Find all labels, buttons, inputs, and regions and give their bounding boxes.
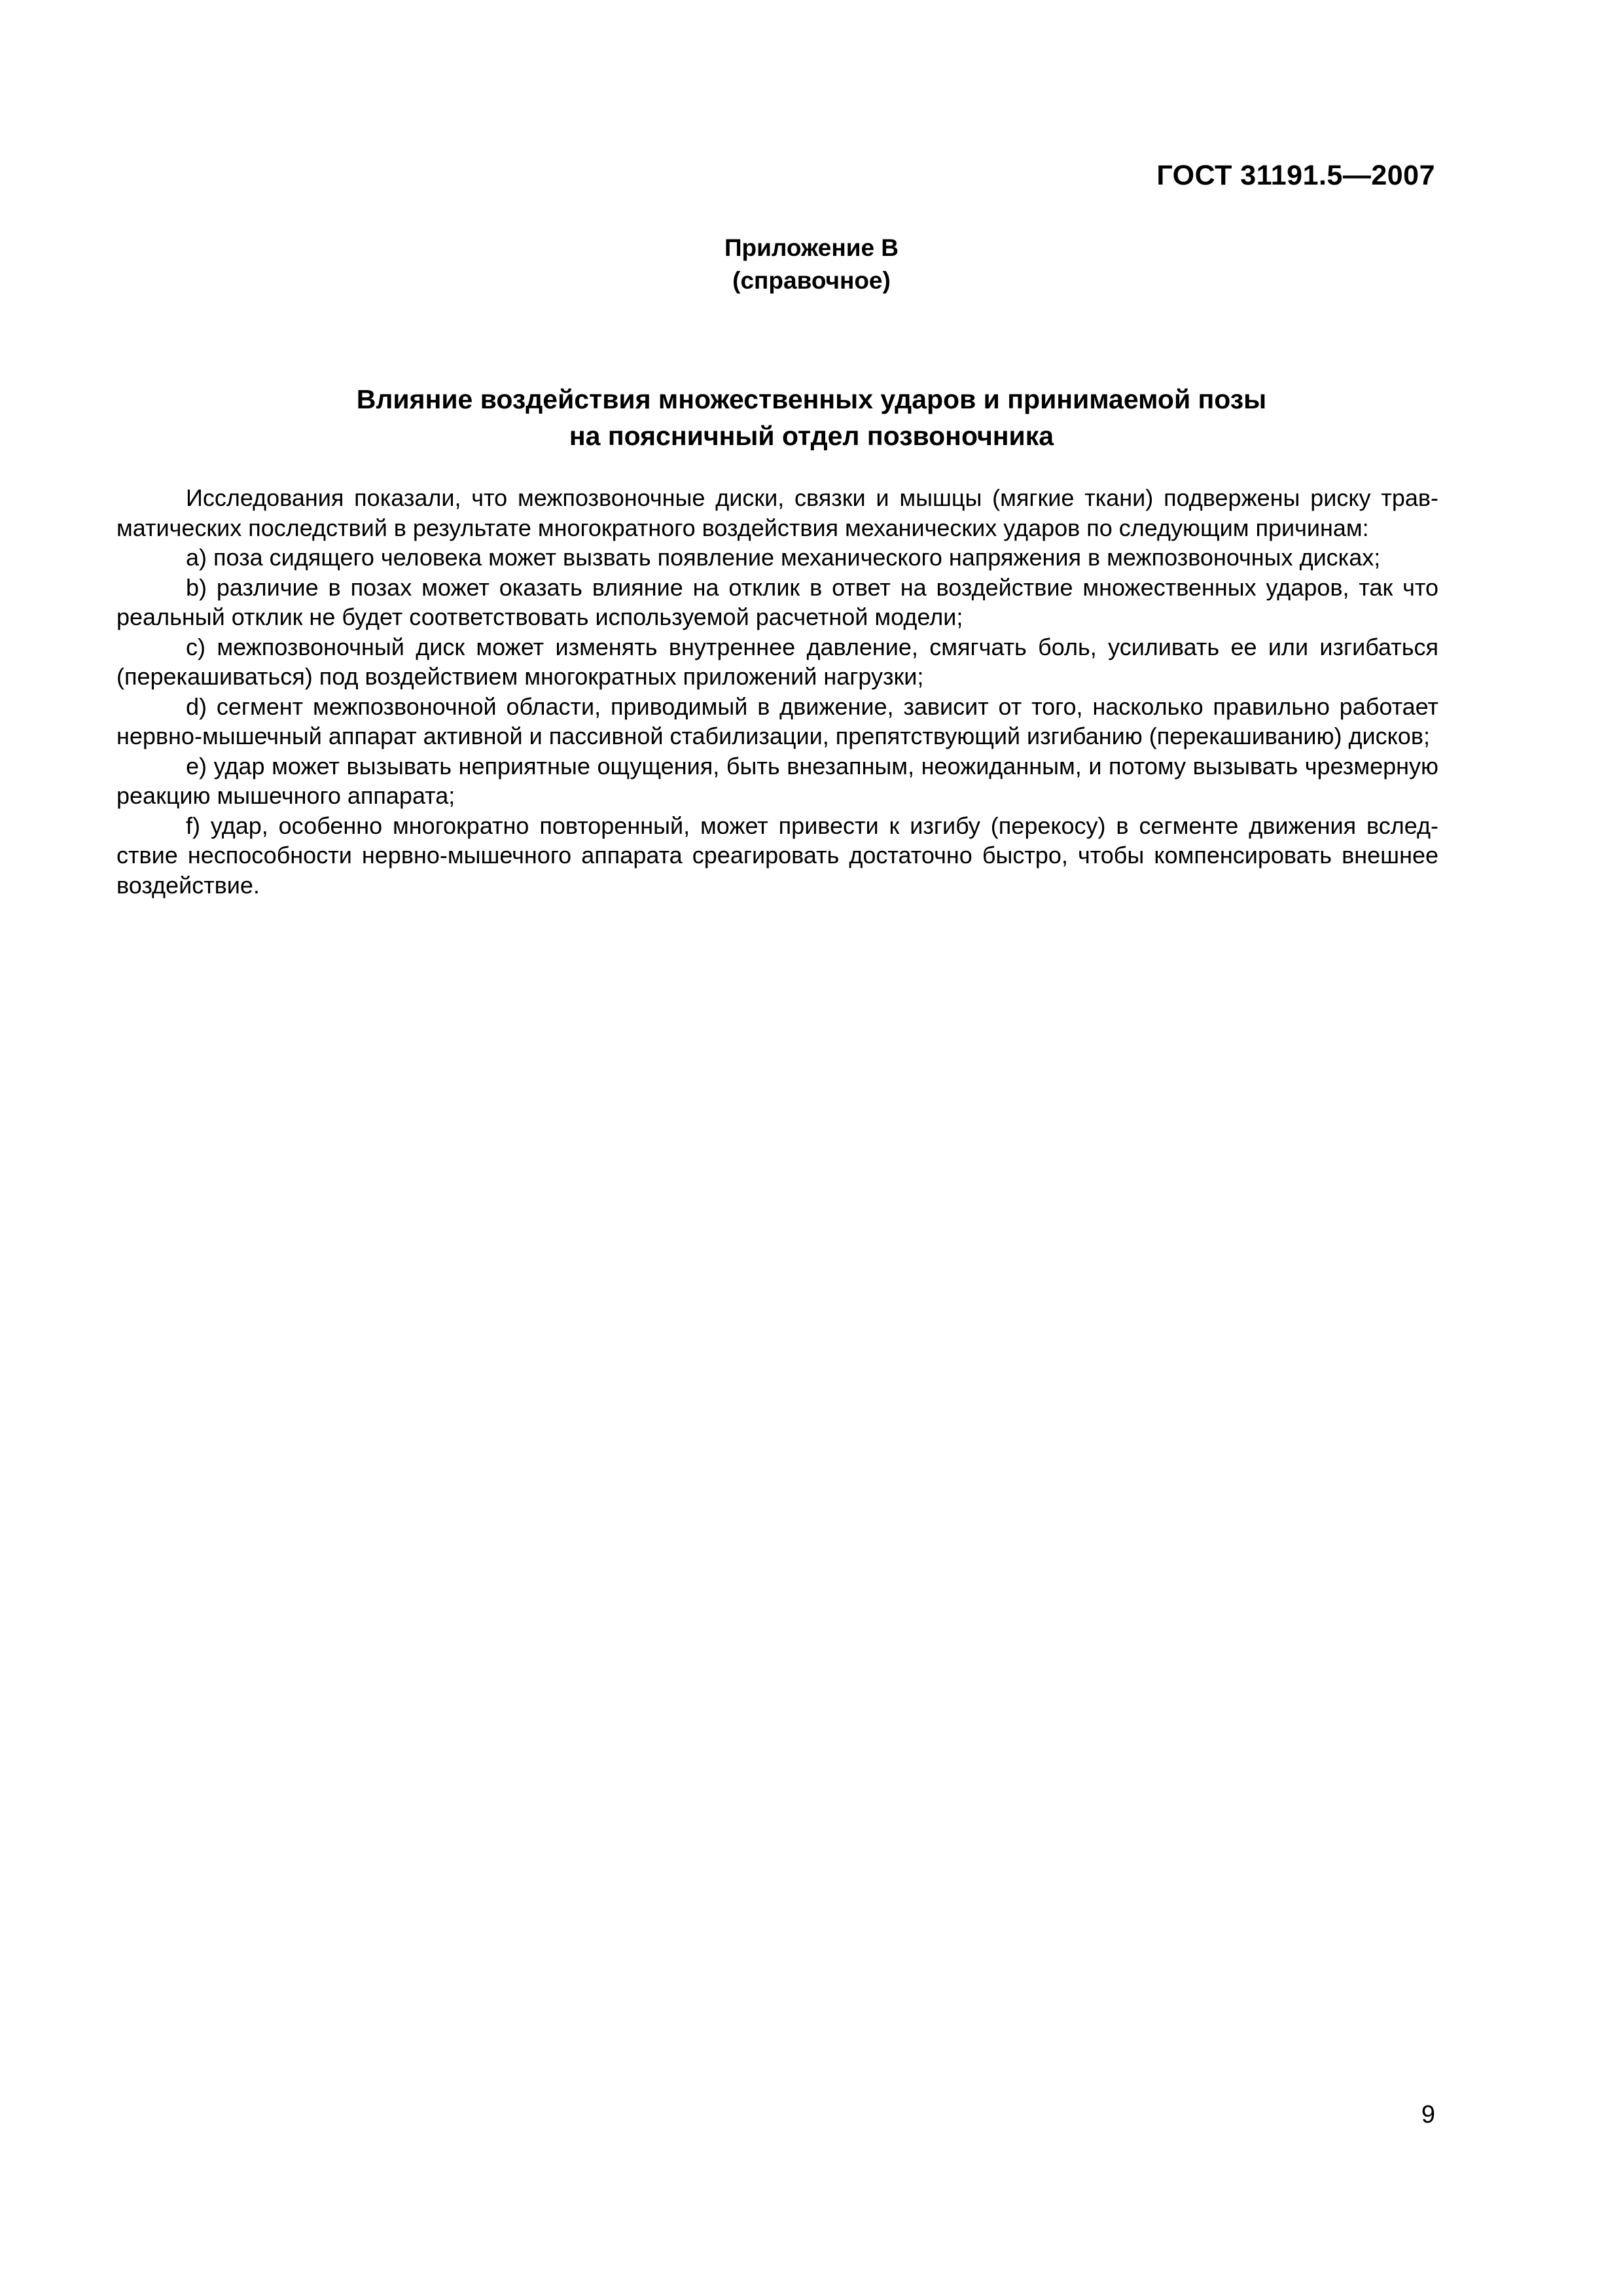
- section-title: [0, 381, 1623, 454]
- section-title-line-2: на поясничный отдел позвоночника: [569, 421, 1054, 451]
- section-title-line-1: Влияние воздействия множественных ударов и принимаемой позы: [356, 384, 1267, 414]
- annex-heading: [0, 232, 1623, 297]
- annex-type: (справочное): [732, 267, 891, 294]
- page-number: 9: [1421, 2101, 1435, 2128]
- list-item-e: e) удар может вызывать неприятные ощущения, быть внезапным, неожиданным, и потому вызывать чрезмерную реакцию мышечного аппарата;: [116, 752, 1438, 809]
- list-item-c: c) межпозвоночный диск может изменять внутреннее давление, смягчать боль, усиливать ее или изгибаться (перекашиваться) под воздействием многократных приложений нагрузки;: [116, 633, 1438, 690]
- body-text: [116, 483, 1438, 900]
- annex-label: Приложение В: [724, 234, 899, 261]
- list-item-a: a) поза сидящего человека может вызвать появление механического напряжения в межпозвоночных дисках;: [186, 544, 1381, 571]
- intro-paragraph: Исследования показали, что межпозвоночные диски, связки и мышцы (мягкие ткани) подвержены риску травматических последствий в результате многократного воздействия механических ударов по следующим причинам:: [116, 484, 1438, 541]
- document-code: ГОСТ 31191.5—2007: [1156, 160, 1435, 191]
- list-item-b: b) различие в позах может оказать влияние на отклик в ответ на воздействие множественных ударов, так что реальный отклик не будет соответствовать используемой расчетной модели;: [116, 573, 1438, 630]
- list-item-f: f) удар, особенно многократно повторенный, может привести к изгибу (перекосу) в сегменте движения вследствие неспособности нервно-мышечного аппарата среагировать достаточно быстро, чтобы компенсировать внешнее воздействие.: [116, 812, 1438, 899]
- list-item-d: d) сегмент межпозвоночной области, приводимый в движение, зависит от того, насколько правильно работает нервно-мышечный аппарат активной и пассивной стабилизации, препятствующий изгибанию (перекашиванию) дисков;: [116, 692, 1438, 749]
